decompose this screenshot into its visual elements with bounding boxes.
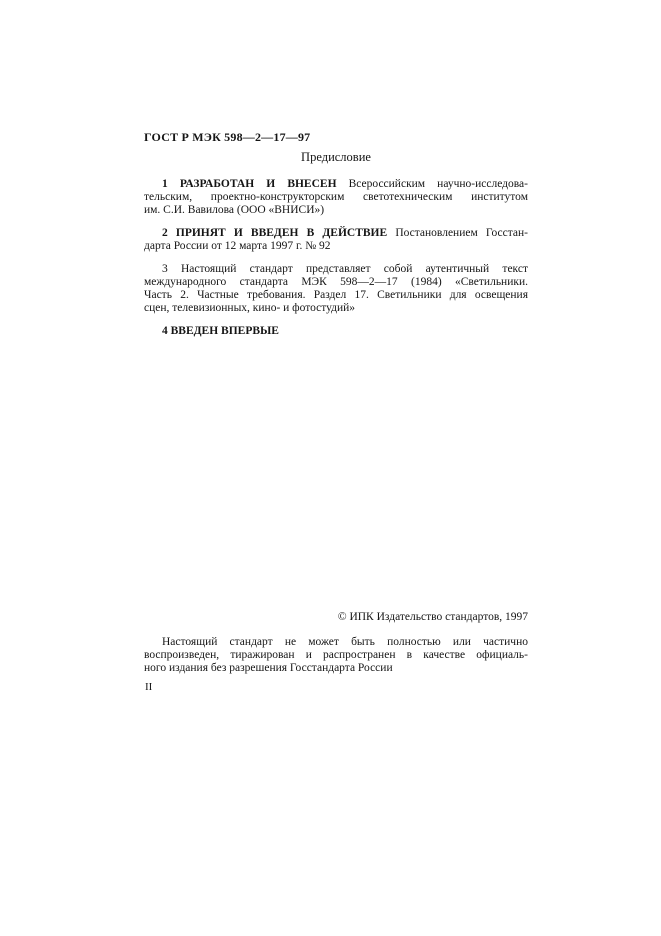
clause-label: 2 ПРИНЯТ И ВВЕДЕН В ДЕЙСТВИЕ	[162, 227, 388, 239]
text-line: ного издания без разрешения Госстандарта России	[144, 662, 393, 674]
clause-label: 4 ВВЕДЕН ВПЕРВЫЕ	[162, 325, 279, 337]
text-line: сцен, телевизионных, кино- и фотостудий»	[144, 302, 356, 314]
text-line: Часть 2. Частные требования. Раздел 17. Светильники для освещения	[144, 289, 528, 301]
text-line: международного стандарта МЭК 598—2—17 (1984) «Светильники.	[144, 276, 528, 288]
copyright-line: © ИПК Издательство стандартов, 1997	[337, 611, 528, 623]
paragraph-4	[144, 325, 528, 338]
reproduction-notice	[144, 636, 528, 675]
text-line: тельским, проектно-конструкторским светотехническим институтом	[144, 191, 528, 203]
paragraph-2	[144, 227, 528, 253]
preface-title: Предисловие	[301, 150, 371, 164]
text-line: воспроизведен, тиражирован и распространен в качестве официаль-	[144, 649, 528, 661]
text-line	[144, 227, 528, 240]
preface-body	[144, 178, 528, 348]
text-segment: Всероссийским научно-исследова-	[348, 178, 528, 190]
clause-label: 1 РАЗРАБОТАН И ВНЕСЕН	[162, 178, 337, 190]
text-line	[144, 178, 528, 191]
paragraph-1	[144, 178, 528, 217]
page-number: II	[145, 681, 153, 693]
text-segment: Постановлением Госстан-	[395, 227, 529, 239]
text-line: Настоящий стандарт не может быть полностью или частично	[162, 636, 528, 648]
paragraph-3	[144, 263, 528, 315]
text-line: им. С.И. Вавилова (ООО «ВНИСИ»)	[144, 204, 325, 216]
document-code: ГОСТ Р МЭК 598—2—17—97	[144, 130, 311, 144]
text-line	[144, 325, 528, 338]
text-line: 3 Настоящий стандарт представляет собой аутентичный текст	[162, 263, 528, 275]
text-line: дарта России от 12 марта 1997 г. № 92	[144, 240, 331, 252]
